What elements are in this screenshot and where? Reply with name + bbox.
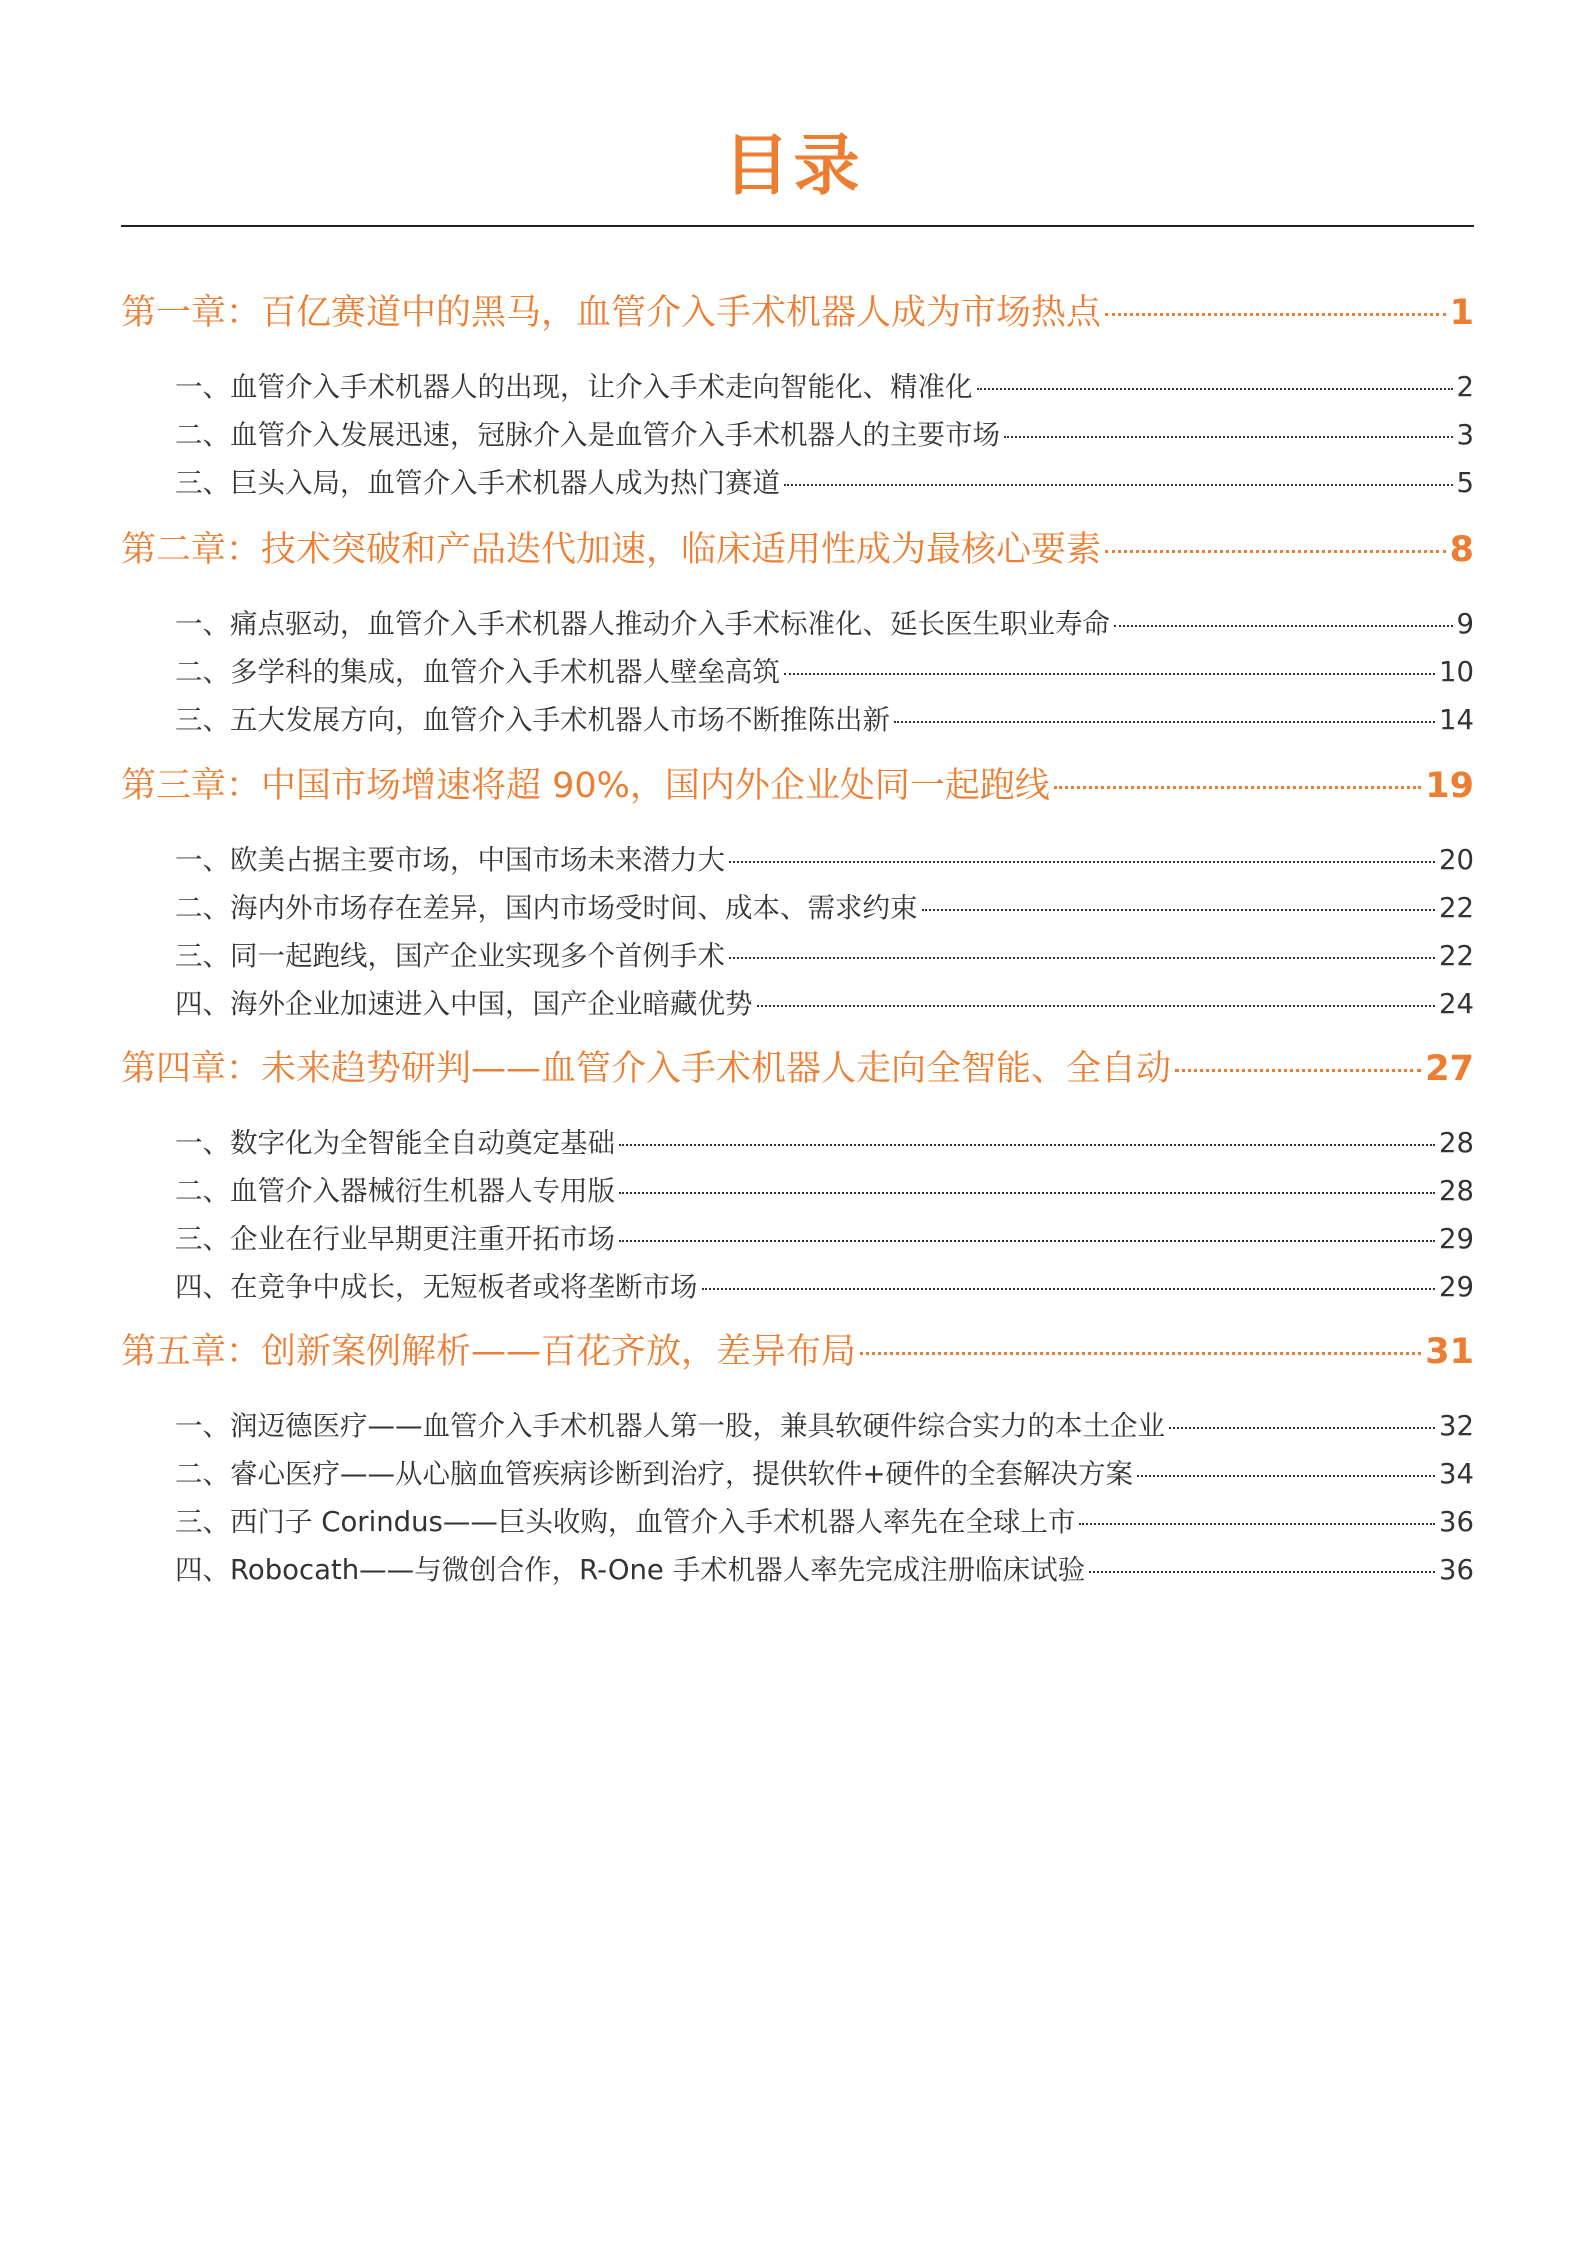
toc-chapter-1-page-number: 1 bbox=[1449, 293, 1474, 333]
toc-section-2-2-page-number: 10 bbox=[1439, 656, 1474, 688]
dot-leader bbox=[922, 909, 1436, 911]
dot-leader bbox=[1105, 313, 1446, 316]
dot-leader bbox=[784, 484, 1453, 486]
toc-section-1-3-label: 三、巨头入局，血管介入手术机器人成为热门赛道 bbox=[175, 467, 780, 499]
toc-section-3-4-page-number: 24 bbox=[1439, 988, 1474, 1020]
toc-section-1-3-page-number: 5 bbox=[1456, 467, 1474, 499]
toc-section-5-3-page-number: 36 bbox=[1439, 1506, 1474, 1538]
toc-section-4-2-page-number: 28 bbox=[1439, 1175, 1474, 1207]
toc-chapter-3[interactable] bbox=[121, 761, 1474, 811]
dot-leader bbox=[1105, 550, 1446, 553]
toc-section-2-2-label: 二、多学科的集成，血管介入手术机器人壁垒高筑 bbox=[175, 656, 780, 688]
dot-leader bbox=[702, 1288, 1436, 1290]
toc-section-5-4-page-number: 36 bbox=[1439, 1554, 1474, 1586]
toc-section-1-1-page-number: 2 bbox=[1456, 371, 1474, 403]
toc-section-5-4-label: 四、Robocath——与微创合作，R-One 手术机器人率先完成注册临床试验 bbox=[175, 1554, 1086, 1586]
toc-section-3-2-label: 二、海内外市场存在差异，国内市场受时间、成本、需求约束 bbox=[175, 892, 918, 924]
dot-leader bbox=[1137, 1475, 1435, 1477]
toc-section-1-2[interactable] bbox=[175, 414, 1474, 456]
toc-section-3-3[interactable] bbox=[175, 935, 1474, 977]
toc-chapter-4-label: 第四章：未来趋势研判——血管介入手术机器人走向全智能、全自动 bbox=[121, 1049, 1172, 1089]
toc-section-4-2[interactable] bbox=[175, 1170, 1474, 1212]
dot-leader bbox=[1175, 1069, 1421, 1072]
toc-section-3-2-page-number: 22 bbox=[1439, 892, 1474, 924]
toc-section-5-4[interactable] bbox=[175, 1549, 1474, 1591]
dot-leader bbox=[977, 388, 1453, 390]
dot-leader bbox=[1114, 625, 1453, 627]
toc-chapter-3-page-number: 19 bbox=[1425, 766, 1474, 806]
toc-section-2-1-page-number: 9 bbox=[1456, 608, 1474, 640]
toc-chapter-4-page-number: 27 bbox=[1425, 1049, 1474, 1089]
dot-leader bbox=[1079, 1523, 1435, 1525]
toc-section-4-4[interactable] bbox=[175, 1266, 1474, 1308]
dot-leader bbox=[729, 861, 1435, 863]
toc-section-3-1[interactable] bbox=[175, 839, 1474, 881]
toc-section-5-2[interactable] bbox=[175, 1453, 1474, 1495]
toc-section-3-4[interactable] bbox=[175, 983, 1474, 1025]
toc-section-1-1[interactable] bbox=[175, 366, 1474, 408]
dot-leader bbox=[1089, 1571, 1435, 1573]
toc-section-5-3[interactable] bbox=[175, 1501, 1474, 1543]
toc-section-3-3-label: 三、同一起跑线，国产企业实现多个首例手术 bbox=[175, 940, 725, 972]
toc-section-5-1-page-number: 32 bbox=[1439, 1410, 1474, 1442]
toc-section-5-2-label: 二、睿心医疗——从心脑血管疾病诊断到治疗，提供软件+硬件的全套解决方案 bbox=[175, 1458, 1134, 1490]
toc-chapter-4[interactable] bbox=[121, 1044, 1474, 1094]
dot-leader bbox=[757, 1005, 1436, 1007]
toc-section-1-2-page-number: 3 bbox=[1456, 419, 1474, 451]
toc-section-5-1[interactable] bbox=[175, 1405, 1474, 1447]
toc-section-4-3-label: 三、企业在行业早期更注重开拓市场 bbox=[175, 1223, 615, 1255]
toc-section-4-3-page-number: 29 bbox=[1439, 1223, 1474, 1255]
toc-chapter-1-label: 第一章：百亿赛道中的黑马，血管介入手术机器人成为市场热点 bbox=[121, 293, 1102, 333]
toc-section-1-2-label: 二、血管介入发展迅速，冠脉介入是血管介入手术机器人的主要市场 bbox=[175, 419, 1000, 451]
toc-chapter-5[interactable] bbox=[121, 1327, 1474, 1377]
toc-section-4-4-page-number: 29 bbox=[1439, 1271, 1474, 1303]
toc-section-2-1-label: 一、痛点驱动，血管介入手术机器人推动介入手术标准化、延长医生职业寿命 bbox=[175, 608, 1110, 640]
dot-leader bbox=[894, 721, 1435, 723]
toc-section-2-3[interactable] bbox=[175, 699, 1474, 741]
toc-section-3-2[interactable] bbox=[175, 887, 1474, 929]
toc-section-3-1-label: 一、欧美占据主要市场，中国市场未来潜力大 bbox=[175, 844, 725, 876]
dot-leader bbox=[1004, 436, 1453, 438]
toc-section-2-1[interactable] bbox=[175, 603, 1474, 645]
toc-section-4-4-label: 四、在竞争中成长，无短板者或将垄断市场 bbox=[175, 1271, 698, 1303]
dot-leader bbox=[1169, 1427, 1435, 1429]
toc-section-1-3[interactable] bbox=[175, 462, 1474, 504]
toc-section-4-3[interactable] bbox=[175, 1218, 1474, 1260]
toc-section-5-3-label: 三、西门子 Corindus——巨头收购，血管介入手术机器人率先在全球上市 bbox=[175, 1506, 1076, 1538]
dot-leader bbox=[729, 957, 1435, 959]
toc-chapter-3-label: 第三章：中国市场增速将超 90%，国内外企业处同一起跑线 bbox=[121, 766, 1050, 806]
dot-leader bbox=[619, 1192, 1435, 1194]
dot-leader bbox=[1054, 786, 1421, 789]
toc-section-4-2-label: 二、血管介入器械衍生机器人专用版 bbox=[175, 1175, 615, 1207]
toc-section-4-1-page-number: 28 bbox=[1439, 1127, 1474, 1159]
toc-section-2-3-label: 三、五大发展方向，血管介入手术机器人市场不断推陈出新 bbox=[175, 704, 890, 736]
dot-leader bbox=[619, 1240, 1435, 1242]
toc-section-3-3-page-number: 22 bbox=[1439, 940, 1474, 972]
dot-leader bbox=[619, 1144, 1435, 1146]
toc-section-5-2-page-number: 34 bbox=[1439, 1458, 1474, 1490]
toc-chapter-1[interactable] bbox=[121, 288, 1474, 338]
dot-leader bbox=[784, 673, 1435, 675]
dot-leader bbox=[860, 1352, 1421, 1355]
toc-section-3-1-page-number: 20 bbox=[1439, 844, 1474, 876]
toc-section-2-2[interactable] bbox=[175, 651, 1474, 693]
toc-chapter-5-page-number: 31 bbox=[1425, 1332, 1474, 1372]
toc-section-2-3-page-number: 14 bbox=[1439, 704, 1474, 736]
toc-section-1-1-label: 一、血管介入手术机器人的出现，让介入手术走向智能化、精准化 bbox=[175, 371, 973, 403]
toc-chapter-5-label: 第五章：创新案例解析——百花齐放，差异布局 bbox=[121, 1332, 857, 1372]
toc-section-5-1-label: 一、润迈德医疗——血管介入手术机器人第一股，兼具软硬件综合实力的本土企业 bbox=[175, 1410, 1165, 1442]
toc-chapter-2-page-number: 8 bbox=[1449, 530, 1474, 570]
toc-section-3-4-label: 四、海外企业加速进入中国，国产企业暗藏优势 bbox=[175, 988, 753, 1020]
toc-chapter-2[interactable] bbox=[121, 525, 1474, 575]
toc-section-4-1[interactable] bbox=[175, 1122, 1474, 1164]
toc-section-4-1-label: 一、数字化为全智能全自动奠定基础 bbox=[175, 1127, 615, 1159]
page-title: 目录 bbox=[723, 127, 864, 204]
toc-chapter-2-label: 第二章：技术突破和产品迭代加速，临床适用性成为最核心要素 bbox=[121, 530, 1102, 570]
